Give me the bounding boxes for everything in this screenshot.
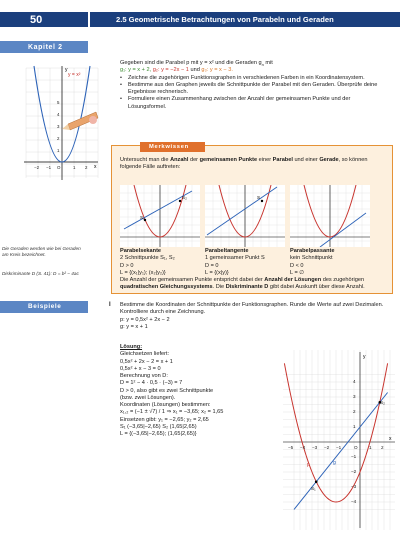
example-chart: [283, 350, 395, 530]
svg-text:1: 1: [353, 424, 356, 429]
secant-panel: [120, 185, 200, 247]
line-g1: g₁: y = x + 2,: [120, 67, 152, 74]
solution: [120, 344, 280, 438]
solution-line: Berechnung von D:: [120, 373, 168, 380]
examples-tab: Beispiele: [0, 301, 88, 313]
s1-label: S₁: [311, 486, 316, 491]
svg-text:−1: −1: [336, 445, 342, 450]
pencil-icon: [62, 112, 98, 130]
svg-text:−3: −3: [312, 445, 318, 450]
solution-line: Einsetzen gibt: y₁ = −2,65; y₂ = 2,65: [120, 416, 209, 423]
intersection-s1: [315, 480, 318, 483]
svg-text:−1: −1: [46, 165, 52, 170]
passant-description: Parabelpassante kein Schnittpunkt D < 0 L = ∅: [290, 248, 335, 276]
bullet-formulate: • Formuliere einen Zusammenhang zwischen der Anzahl der gemeinsamen Punkte und der Lösungsformel.: [120, 96, 388, 111]
svg-text:−2: −2: [351, 469, 357, 474]
chapter-tab: Kapitel 2: [0, 41, 88, 53]
svg-text:4: 4: [353, 379, 356, 384]
bullet-draw: • Zeichne die zugehörigen Funktionsgraphen in verschiedenen Farben in ein Koordinatensystem.: [120, 75, 388, 82]
left-parabola-chart: [22, 58, 100, 184]
side-note-lines: Die Geraden werden wie bei Geraden am Kreis bezeichnet.: [2, 246, 81, 258]
solution-line: D = 1² − 4 · 0,5 · (−3) = 7: [120, 380, 183, 387]
page-number: 50: [0, 12, 88, 27]
axis-y-label: y: [65, 67, 68, 73]
big-axis-y: y: [363, 354, 366, 360]
line-g-label: g: [333, 460, 336, 466]
svg-text:−4: −4: [351, 499, 357, 504]
solution-line: D > 0, also gibt es zwei Schnittpunkte: [120, 387, 214, 394]
side-note-discriminant: Diskriminante D (S. 41): D = b² − 4ac: [2, 271, 79, 276]
solution-line: L = {(−3,65|−2,65); (1,65|2,65)}: [120, 431, 197, 438]
axis-x-label: x: [94, 164, 97, 170]
svg-text:2: 2: [57, 136, 60, 141]
passant-panel: [290, 185, 370, 247]
merkwissen-tab: Merkwissen: [140, 142, 205, 152]
svg-text:1: 1: [73, 165, 76, 170]
panel1-s1-label: S₁: [140, 215, 145, 220]
example-task: Bestimme die Koordinaten der Schnittpunkte der Funktionsgraphen. Runde die Werte auf zwei Dezimalen. Kontrolliere durch eine Zeichnung. p: y = 0,5x² + 2x − 2 g: y = x + 1: [120, 302, 384, 330]
solution-heading: Lösung:: [120, 344, 143, 350]
svg-text:−5: −5: [288, 445, 294, 450]
merkwissen-intro: Untersucht man die Anzahl der gemeinsamen Punkte einer Parabel und einer Gerade, so können folgende Fälle auftreten:: [120, 157, 368, 171]
example-number: I: [109, 302, 111, 308]
big-axis-x: x: [389, 436, 392, 442]
svg-text:1: 1: [57, 148, 60, 153]
bullet-determine: • Bestimme aus den Graphen jeweils die Schnittpunkte der Parabel mit den Geraden. Überprüfe deine Ergebnisse rechnerisch.: [120, 82, 388, 97]
svg-text:−3: −3: [351, 484, 357, 489]
tangent-panel: [205, 185, 285, 247]
line-g2: g₂: y = −2x − 1: [152, 67, 189, 74]
solution-line: x₁,₂ = (−1 ± √7) / 1 ⇒ x₁ = −3,65; x₂ = 1,65: [120, 409, 224, 416]
svg-text:1: 1: [369, 445, 372, 450]
merkwissen-conclusion: Die Anzahl der gemeinsamen Punkte entspricht dabei der Anzahl der Lösungen des zugehörigen quadratischen Gleichungssystems. Die Diskriminante D gibt dabei Auskunft über diese Anzahl.: [120, 277, 365, 291]
solution-line: S₁ (−3,65|−2,65) S₂ (1,65|2,65): [120, 423, 197, 430]
svg-text:−2: −2: [324, 445, 330, 450]
line-g3: g₃: y = x − 3.: [201, 67, 233, 74]
page-title: 2.5 Geometrische Betrachtungen von Parabeln und Geraden: [90, 12, 400, 27]
tangent-description: Parabeltangente 1 gemeinsamer Punkt S D = 0 L = {(x|y)}: [205, 248, 265, 276]
solution-line: 0,5x² + 2x − 2 = x + 1: [120, 358, 173, 365]
solution-line: (bzw. zwei Lösungen).: [120, 394, 176, 401]
svg-text:4: 4: [57, 112, 60, 117]
solution-line: 0,5x² + x − 3 = 0: [120, 365, 161, 372]
intro-task: Gegeben sind die Parabel p mit y = x² und die Geraden $g_n$ mit g₁: y = x + 2, g₂: y = −2x − 1 und g₃: y = x − 3. • Zeichne die zugehörigen Funktionsgraphen in verschiedenen Farben in ein Koordinatensystem. • Bestimme aus den Graphen jeweils die Schnittpunkte der Parabel mit den Geraden. Überprüfe deine Ergebnisse rechnerisch. • Formuliere einen Zusammenhang zwischen der Anzahl der gemeinsamen Punkte und der Lösungsformel.: [120, 60, 388, 111]
s2-label: S₂: [380, 400, 385, 405]
secant-description: Parabelsekante 2 Schnittpunkte S₁, S₂ D > 0 L = {(x₁|y₁); (x₂|y₂)}: [120, 248, 175, 276]
solution-line: Koordinaten (Lösungen) bestimmen:: [120, 402, 211, 409]
svg-text:−2: −2: [34, 165, 40, 170]
panel1-s2-label: S₂: [182, 195, 187, 200]
parabola-label: y = x²: [68, 72, 81, 78]
solution-line: Gleichsetzen liefert:: [120, 351, 170, 358]
svg-text:−1: −1: [351, 454, 357, 459]
svg-text:O: O: [354, 445, 358, 450]
svg-text:3: 3: [57, 124, 60, 129]
panel2-s-label: S: [257, 195, 261, 200]
svg-text:−4: −4: [300, 445, 306, 450]
svg-text:O: O: [57, 165, 61, 170]
svg-text:2: 2: [353, 409, 356, 414]
svg-text:5: 5: [57, 100, 60, 105]
svg-text:3: 3: [353, 394, 356, 399]
parabola-p-label: p: [307, 462, 310, 468]
svg-text:2: 2: [381, 445, 384, 450]
svg-text:2: 2: [85, 165, 88, 170]
